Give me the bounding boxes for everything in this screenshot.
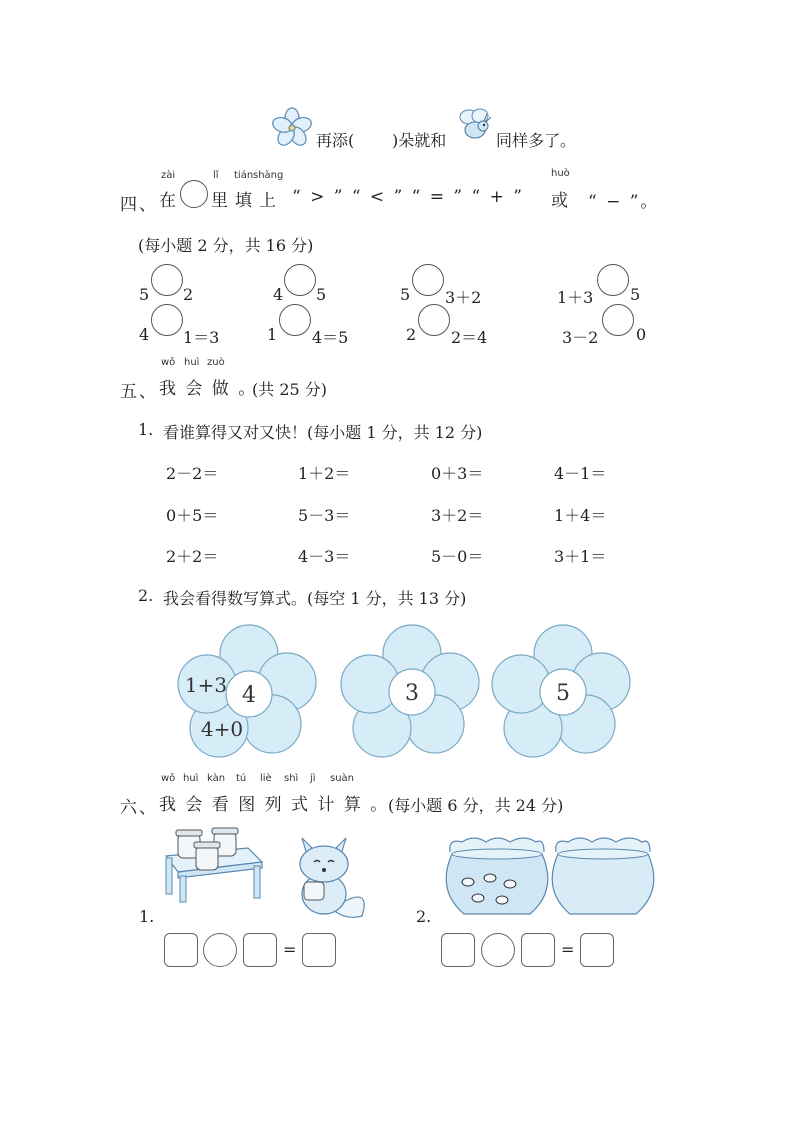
q1-text: 看谁算得又对又快！(每小题 1 分，共 12 分): [163, 423, 483, 442]
section5-title: 我 会 做 。: [159, 379, 258, 399]
pinyin-wo: wǒ: [161, 773, 176, 784]
calc-item: 1＋4＝: [554, 506, 607, 525]
calc-item: 2＋2＝: [166, 547, 219, 566]
pinyin-lie: liè: [260, 773, 272, 784]
top-text-1: 再添(: [316, 131, 355, 150]
cmp-left: 4: [273, 285, 284, 304]
pinyin-ji: jì: [310, 773, 316, 784]
flower-center-number: 5: [556, 681, 570, 706]
char-tian: 填: [235, 191, 254, 211]
number-flower: [333, 624, 493, 764]
section4-number: 四、: [120, 195, 158, 215]
calc-item: 0＋3＝: [431, 464, 484, 483]
pinyin-tian: tián: [234, 170, 254, 181]
answer-circle[interactable]: [151, 264, 183, 296]
flower-petal-answer: 4+0: [200, 717, 244, 741]
equals-sign: =: [283, 940, 297, 959]
answer-circle[interactable]: [284, 264, 316, 296]
char-shang: 上: [259, 191, 278, 211]
calc-item: 5－3＝: [298, 506, 351, 525]
answer-box[interactable]: [441, 933, 475, 967]
operator-circle[interactable]: [203, 933, 237, 967]
answer-box[interactable]: [164, 933, 198, 967]
q1-label: 1.: [138, 420, 154, 439]
cmp-right: 0: [636, 325, 647, 344]
calc-item: 4－3＝: [298, 547, 351, 566]
top-text-3: 同样多了。: [496, 131, 577, 150]
table-icon: [158, 822, 268, 902]
section6-score: (每小题 6 分，共 24 分): [388, 796, 564, 815]
pinyin-zai: zài: [161, 170, 176, 181]
example-circle: [180, 180, 208, 208]
cmp-left: 3－2: [562, 328, 599, 347]
calc-item: 2－2＝: [166, 464, 219, 483]
char-li: 里: [211, 191, 230, 211]
number-flower: [484, 624, 644, 764]
top-text-2: )朵就和: [392, 131, 447, 150]
cmp-left: 1＋3: [557, 288, 594, 307]
pinyin-hui: huì: [183, 773, 199, 784]
char-huo: 或: [551, 191, 570, 211]
calc-item: 0＋5＝: [166, 506, 219, 525]
cmp-right: 5: [316, 285, 327, 304]
cmp-left: 4: [139, 325, 150, 344]
answer-circle[interactable]: [602, 304, 634, 336]
section5-score: (共 25 分): [252, 380, 328, 399]
answer-circle[interactable]: [151, 304, 183, 336]
answer-circle[interactable]: [418, 304, 450, 336]
flower-center-number: 4: [242, 683, 256, 708]
pinyin-shi: shì: [284, 773, 299, 784]
calc-item: 1＋2＝: [298, 464, 351, 483]
char-zai: 在: [159, 191, 178, 211]
answer-circle[interactable]: [279, 304, 311, 336]
cmp-left: 2: [406, 325, 417, 344]
flower-petal-answer: 1+3: [184, 673, 228, 697]
answer-circle[interactable]: [412, 264, 444, 296]
operator-circle[interactable]: [481, 933, 515, 967]
answer-box[interactable]: [302, 933, 336, 967]
answer-box[interactable]: [521, 933, 555, 967]
cmp-right: 2: [183, 285, 194, 304]
answer-circle[interactable]: [597, 264, 629, 296]
number-flower: [170, 624, 330, 764]
problem1-label: 1.: [139, 907, 155, 926]
symbol-minus: “ − ”。: [588, 192, 660, 212]
symbols-list: “ > ” “ < ” “ = ” “ + ”: [292, 187, 524, 207]
section4-score: (每小题 2 分，共 16 分): [138, 236, 314, 255]
cmp-left: 5: [139, 285, 150, 304]
cmp-right: 5: [630, 285, 641, 304]
cmp-right: 1＝3: [183, 328, 220, 347]
cmp-right: 3＋2: [445, 288, 482, 307]
pinyin-suan: suàn: [330, 773, 355, 784]
flower-center-number: 3: [405, 681, 419, 706]
calc-item: 4－1＝: [554, 464, 607, 483]
pinyin-shang: shàng: [253, 170, 284, 181]
q2-text: 我会看得数写算式。(每空 1 分，共 13 分): [163, 589, 467, 608]
calc-item: 3＋2＝: [431, 506, 484, 525]
q2-label: 2.: [138, 586, 154, 605]
answer-box[interactable]: [243, 933, 277, 967]
bee-icon: [455, 106, 495, 146]
pinyin-tu: tú: [236, 773, 247, 784]
pinyin-zuo: zuò: [207, 357, 225, 368]
pinyin-wo: wǒ: [161, 357, 176, 368]
calc-item: 5－0＝: [431, 547, 484, 566]
pinyin-kan: kàn: [207, 773, 226, 784]
pinyin-li: lǐ: [213, 170, 219, 181]
problem2-label: 2.: [416, 907, 432, 926]
pinyin-hui: huì: [184, 357, 200, 368]
flower-icon: [270, 108, 314, 148]
fox-icon: [284, 824, 374, 920]
section6-number: 六、: [120, 798, 158, 818]
cmp-right: 4＝5: [312, 328, 349, 347]
cmp-left: 5: [400, 285, 411, 304]
section5-number: 五、: [120, 382, 158, 402]
equals-sign: =: [561, 940, 575, 959]
answer-box[interactable]: [580, 933, 614, 967]
cmp-left: 1: [267, 325, 278, 344]
cmp-right: 2＝4: [451, 328, 488, 347]
fishbowl-icon: [440, 830, 640, 924]
calc-item: 3＋1＝: [554, 547, 607, 566]
pinyin-huo: huò: [551, 168, 570, 179]
section6-title: 我 会 看 图 列 式 计 算 。: [159, 795, 390, 815]
